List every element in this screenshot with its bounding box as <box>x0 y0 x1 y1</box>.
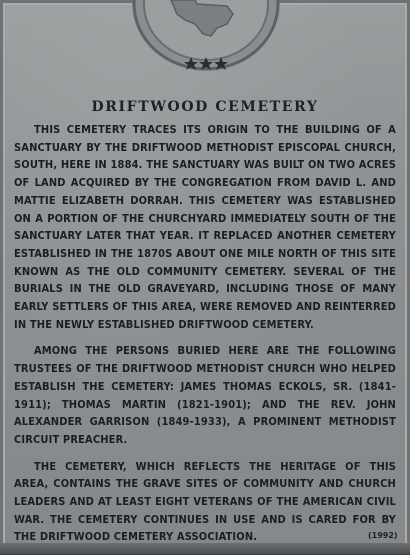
plaque-bottom-edge <box>0 543 410 554</box>
inscription-paragraph-3: THE CEMETERY, WHICH REFLECTS THE HERITAGE OF THIS AREA, CONTAINS THE GRAVE SITES OF COMMUNITY AND CHURCH LEADERS AND AT LEAST EIGHT VETERANS OF THE AMERICAN CIVIL WAR. THE CEMETERY CONTINUES IN USE AND IS CARED FOR BY THE DRIFTWOOD CEMETERY ASSOCIATION. <box>14 459 396 544</box>
marker-year: (1992) <box>368 531 398 540</box>
inscription-paragraph-1: THIS CEMETERY TRACES ITS ORIGIN TO THE BUILDING OF A SANCTUARY BY THE DRIFTWOOD METHODIST EPISCOPAL CHURCH, SOUTH, HERE IN 1884. THE SANCTUARY WAS BUILT ON TWO ACRES OF LAND ACQUIRED BY THE CONGREGATION FROM DAVID L. AND MATTIE ELIZABETH DORRAH. THIS CEMETERY WAS ESTABLISHED ON A PORTION OF THE CHURCHYARD IMMEDIATELY SOUTH OF THE SANCTUARY LATER THAT YEAR. IT REPLACED ANOTHER CEMETERY ESTABLISHED IN THE 1870S ABOUT ONE MILE NORTH OF THIS SITE KNOWN AS THE OLD COMMUNITY CEMETERY. SEVERAL OF THE BURIALS IN THE OLD GRAVEYARD, INCLUDING THOSE OF MANY EARLY SETTLERS OF THIS AREA, WERE REMOVED AND REINTERRED IN THE NEWLY ESTABLISHED DRIFTWOOD CEMETERY. <box>14 123 396 331</box>
inscription-paragraph-2: AMONG THE PERSONS BURIED HERE ARE THE FOLLOWING TRUSTEES OF THE DRIFTWOOD METHODIST CHURCH WHO HELPED ESTABLISH THE CEMETERY: JAMES THOMAS ECKOLS, SR. (1841-1911); THOMAS MARTIN (1821-1901); AND THE REV. JOHN ALEXANDER GARRISON (1849-1933), A PROMINENT METHODIST CIRCUIT PREACHER. <box>14 344 396 446</box>
texas-seal-emblem <box>131 0 281 74</box>
marker-inscription <box>14 121 396 555</box>
marker-title: DRIFTWOOD CEMETERY <box>91 99 319 115</box>
